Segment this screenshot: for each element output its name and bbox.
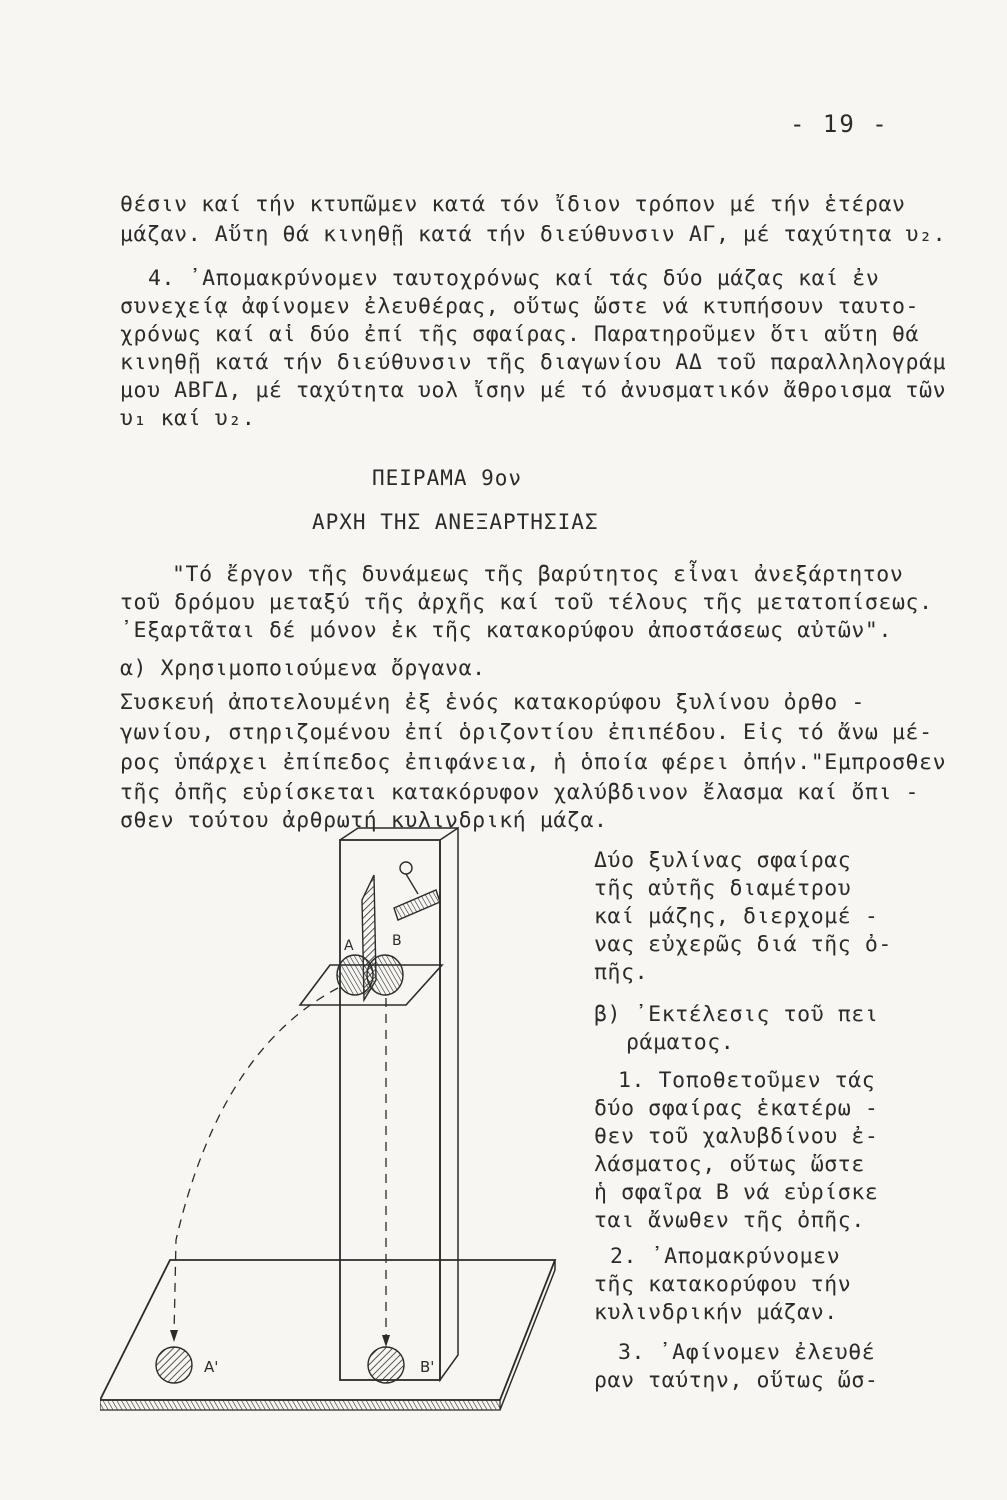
text-line: μου ΑΒΓΔ, μέ ταχύτητα υολ ἴσην μέ τό ἀνυσματικόν ἄθροισμα τῶν <box>120 378 947 403</box>
text-line: δύο σφαίρας ἑκατέρω - <box>594 1096 879 1121</box>
text-line: θέσιν καί τήν κτυπῶμεν κατά τόν ἴδιον τρόπον μέ τήν ἑτέραν <box>120 192 906 217</box>
section-b-heading: ράματος. <box>626 1030 735 1055</box>
label-b: B <box>392 933 402 949</box>
trajectory-a <box>174 988 338 1335</box>
text-line: ᾿Εξαρτᾶται δέ μόνον ἐκ τῆς κατακορύφου ἀποστάσεως αὐτῶν". <box>120 618 893 643</box>
text-line: Δύο ξυλίνας σφαίρας <box>594 848 852 873</box>
ball-a-landing <box>156 1347 192 1383</box>
text-line: μάζαν. Αὕτη θά κινηθῇ κατά τήν διεύθυνσιν ΑΓ, μέ ταχύτητα υ₂. <box>120 222 947 247</box>
experiment-title: ΠΕΙΡΑΜΑ 9ον <box>372 466 523 490</box>
text-line: ρος ὑπάρχει ἐπίπεδος ἐπιφάνεια, ἡ ὁποία φέρει ὀπήν."Εμπροσθεν <box>120 750 947 775</box>
text-line: σθεν τούτου ἀρθρωτή κυλινδρική μάζα. <box>120 808 608 833</box>
label-a-prime: A' <box>204 1358 219 1376</box>
text-line: νας εὐχερῶς διά τῆς ὀ- <box>594 932 892 957</box>
page-number: - 19 - <box>790 110 889 138</box>
text-line: υ₁ καί υ₂. <box>120 406 256 431</box>
text-line: θεν τοῦ χαλυβδίνου ἐ- <box>594 1124 879 1149</box>
text-line: "Τό ἔργον τῆς δυνάμεως τῆς βαρύτητος εἶναι ἀνεξάρτητον <box>172 562 904 587</box>
text-line: καί μάζης, διερχομέ - <box>594 904 879 929</box>
text-line: Συσκευή ἀποτελουμένη ἐξ ἑνός κατακορύφου ξυλίνου ὀρθο - <box>120 690 865 715</box>
section-b-heading: β) ᾿Εκτέλεσις τοῦ πει <box>594 1002 879 1027</box>
text-line: κυλινδρικήν μάζαν. <box>594 1300 838 1325</box>
text-line: 1. Τοποθετοῦμεν τάς <box>618 1068 876 1093</box>
text-line: ται ἄνωθεν τῆς ὀπῆς. <box>594 1208 865 1233</box>
apparatus-figure <box>100 820 580 1460</box>
text-line: τῆς αὐτῆς διαμέτρου <box>594 876 852 901</box>
ball-b-landing <box>368 1347 404 1383</box>
text-line: συνεχείᾳ ἀφίνομεν ἐλευθέρας, οὕτως ὥστε νά κτυπήσουν ταυτο- <box>120 294 920 319</box>
hinged-cylinder-mass <box>394 862 440 920</box>
experiment-subtitle: ΑΡΧΗ ΤΗΣ ΑΝΕΞΑΡΤΗΣΙΑΣ <box>312 510 599 534</box>
text-line: ἡ σφαῖρα Β νά εὑρίσκε <box>594 1180 879 1205</box>
section-a-heading: α) Χρησιμοποιούμενα ὄργανα. <box>120 656 486 681</box>
text-line: 2. ᾿Απομακρύνομεν <box>610 1244 841 1269</box>
text-line: 4. ᾿Απομακρύνομεν ταυτοχρόνως καί τάς δύο μάζας καί ἐν <box>148 266 880 291</box>
text-line: 3. ᾿Αφίνομεν ἐλευθέ <box>618 1340 876 1365</box>
label-b-prime: B' <box>420 1358 435 1376</box>
text-line: τοῦ δρόμου μεταξύ τῆς ἀρχῆς καί τοῦ τέλους τῆς μετατοπίσεως. <box>120 590 933 615</box>
text-line: ραν ταύτην, οὕτως ὥσ- <box>594 1368 879 1393</box>
text-line: κινηθῇ κατά τήν διεύθυνσιν τῆς διαγωνίου ΑΔ τοῦ παραλληλογράμ <box>120 350 947 375</box>
label-a: A <box>344 938 354 954</box>
text-line: τῆς κατακορύφου τήν <box>594 1272 852 1297</box>
text-line: τῆς ὀπῆς εὑρίσκεται κατακόρυφον χαλύβδινον ἔλασμα καί ὄπι - <box>120 780 920 805</box>
ball-b <box>367 955 403 995</box>
base-plate <box>100 1260 555 1410</box>
text-line: χρόνως καί αἱ δύο ἐπί τῆς σφαίρας. Παρατηροῦμεν ὅτι αὕτη θά <box>120 322 920 347</box>
text-line: πῆς. <box>594 960 649 985</box>
text-line: λάσματος, οὕτως ὥστε <box>594 1152 865 1177</box>
text-line: γωνίου, στηριζομένου ἐπί ὁριζοντίου ἐπιπέδου. Εἰς τό ἄνω μέ- <box>120 720 933 745</box>
